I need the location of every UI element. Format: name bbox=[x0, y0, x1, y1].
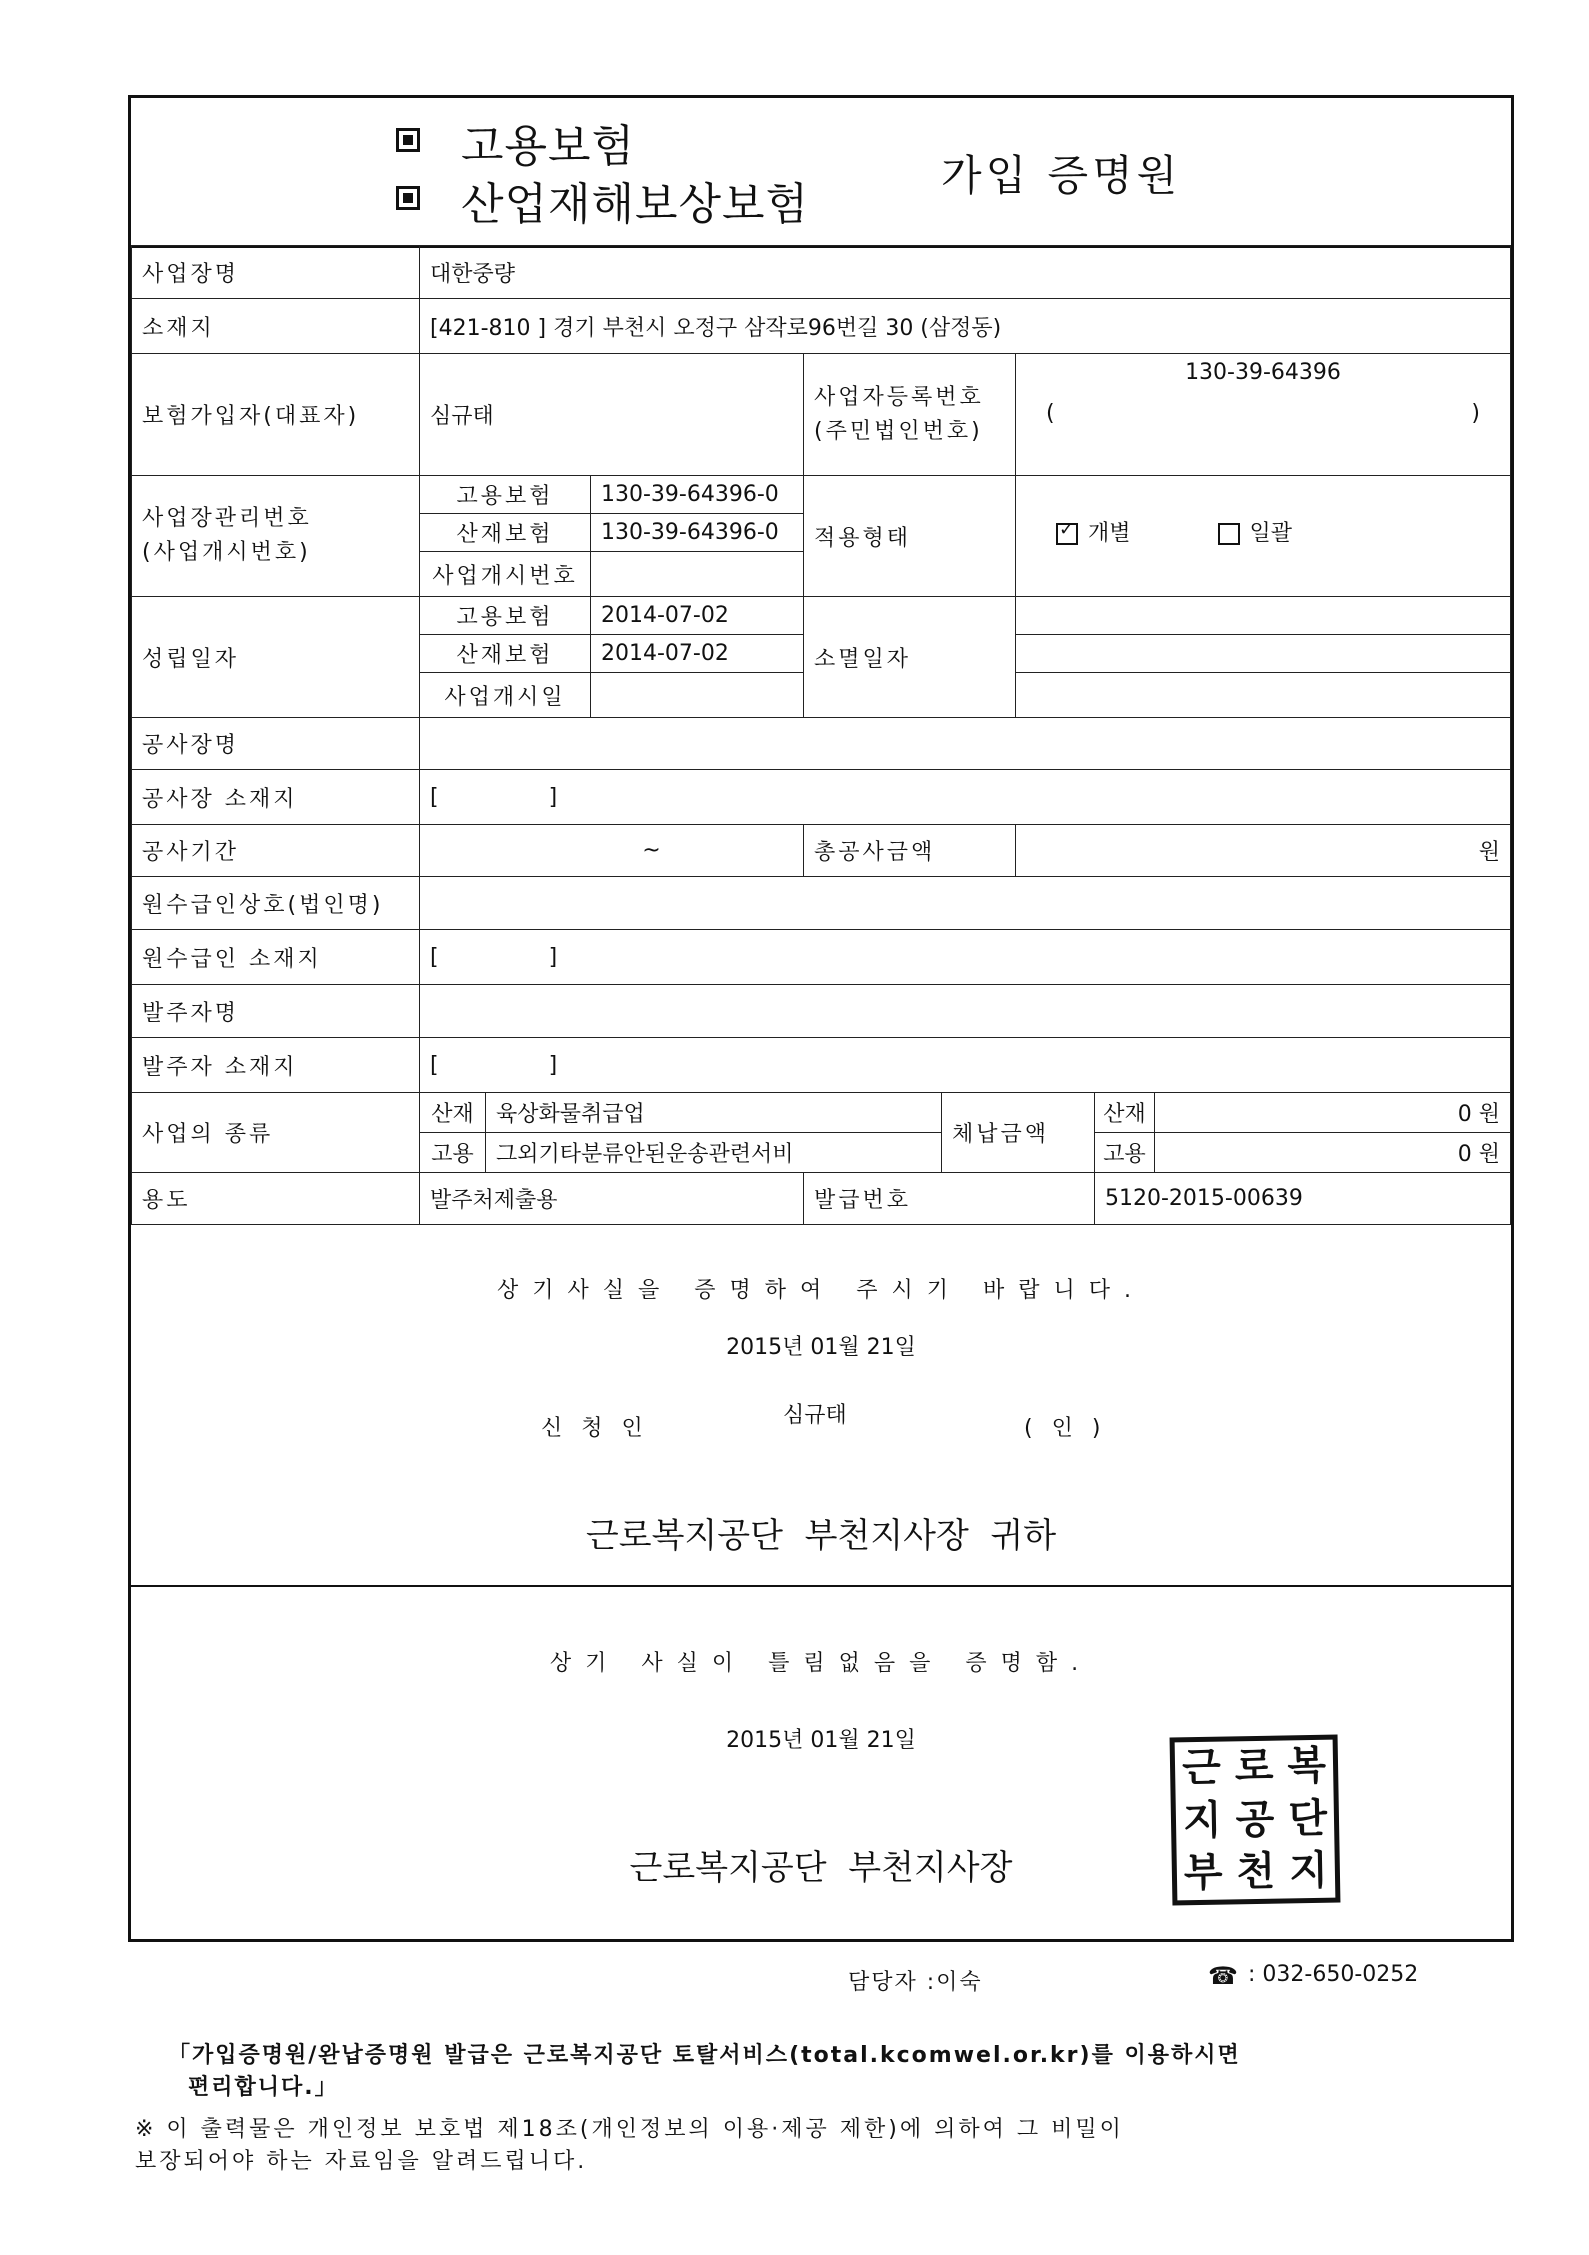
location-label: 소재지 bbox=[132, 299, 420, 354]
bracket-close: ] bbox=[548, 944, 558, 970]
seal-char: 공 bbox=[1235, 1796, 1275, 1843]
arrears-ind: 0 원 bbox=[1155, 1093, 1511, 1133]
start-date-label: 사업개시일 bbox=[420, 673, 591, 718]
bracket-open: [ bbox=[430, 944, 439, 970]
apply-bulk-label: 일괄 bbox=[1249, 521, 1293, 546]
contractor-location-label: 원수급인 소재지 bbox=[132, 930, 420, 985]
purpose-value: 발주처제출용 bbox=[420, 1173, 804, 1225]
reg-open: ( bbox=[1046, 401, 1055, 426]
certificate-form bbox=[128, 95, 1514, 1942]
contact-phone: : 032-650-0252 bbox=[1248, 1962, 1419, 1987]
header-line1: 고용보험 bbox=[461, 121, 636, 172]
est-date-label: 성립일자 bbox=[132, 597, 420, 718]
notice-line-1b: 편리합니다.」 bbox=[188, 2075, 339, 2100]
biz-type-ind: 육상화물취급업 bbox=[486, 1093, 942, 1133]
bracket-close: ] bbox=[548, 784, 558, 810]
checkbox-checked-icon bbox=[1056, 523, 1078, 545]
purpose-label: 용도 bbox=[132, 1173, 420, 1225]
biz-type-emp-tag: 고용 bbox=[420, 1133, 486, 1173]
certify-issuer: 근로복지공단 부천지사장 bbox=[629, 1848, 1013, 1888]
notice-line-1: 「가입증명원/완납증명원 발급은 근로복지공단 토탈서비스(total.kcomwel.or.kr)를 이용하시면 bbox=[168, 2043, 1241, 2068]
apply-individual-label: 개별 bbox=[1088, 521, 1131, 546]
applicant-name: 심규태 bbox=[783, 1403, 847, 1428]
site-name-label: 공사장명 bbox=[132, 718, 420, 770]
issue-no-label: 발급번호 bbox=[804, 1173, 1095, 1225]
mgmt-label-1: 사업장관리번호 bbox=[142, 506, 312, 531]
biz-type-label: 사업의 종류 bbox=[132, 1093, 420, 1173]
insured-label: 보험가입자(대표자) bbox=[132, 354, 420, 476]
est-emp-value: 2014-07-02 bbox=[591, 597, 804, 635]
site-location-label: 공사장 소재지 bbox=[132, 770, 420, 825]
official-seal bbox=[1170, 1735, 1341, 1906]
contact-person: 담당자 :이숙 bbox=[848, 1970, 983, 1995]
arrears-emp-tag: 고용 bbox=[1095, 1133, 1155, 1173]
est-ind-label: 산재보험 bbox=[420, 635, 591, 673]
arrears-ind-tag: 산재 bbox=[1095, 1093, 1155, 1133]
total-amount-label: 총공사금액 bbox=[804, 825, 1016, 877]
issue-no-value: 5120-2015-00639 bbox=[1095, 1173, 1511, 1225]
biz-type-ind-tag: 산재 bbox=[420, 1093, 486, 1133]
est-emp-label: 고용보험 bbox=[420, 597, 591, 635]
checkbox-unchecked-icon bbox=[1218, 523, 1240, 545]
notice-line-2: ※ 이 출력물은 개인정보 보호법 제18조(개인정보의 이용·제공 제한)에 의하여 그 비밀이 bbox=[135, 2117, 1124, 2142]
reg-no-value: 130-39-64396 bbox=[1185, 360, 1341, 385]
certify-date: 2015년 01월 21일 bbox=[726, 1728, 916, 1753]
seal-char: 로 bbox=[1234, 1743, 1274, 1791]
applicant-seal-mark: ( 인 ) bbox=[1024, 1416, 1107, 1441]
business-name-label: 사업장명 bbox=[132, 246, 420, 299]
reg-no-label-2: (주민법인번호) bbox=[814, 418, 983, 444]
location-value: [421-810 ] 경기 부천시 오정구 삼작로96번길 30 (삼정동) bbox=[420, 299, 1511, 354]
seal-char: 부 bbox=[1183, 1849, 1223, 1897]
seal-char: 근 bbox=[1181, 1744, 1222, 1792]
start-no-label: 사업개시번호 bbox=[420, 552, 591, 597]
bracket-close: ] bbox=[548, 1052, 558, 1078]
mgmt-emp-value: 130-39-64396-0 bbox=[591, 476, 804, 514]
bracket-open: [ bbox=[430, 784, 439, 810]
business-name: 대한중량 bbox=[420, 246, 1511, 299]
client-name-label: 발주자명 bbox=[132, 985, 420, 1038]
seal-char: 복 bbox=[1287, 1742, 1327, 1790]
checked-box-icon bbox=[396, 186, 420, 210]
notice-line-2b: 보장되어야 하는 자료임을 알려드립니다. bbox=[135, 2149, 588, 2174]
seal-char: 지 bbox=[1182, 1797, 1223, 1844]
period-value: ~ bbox=[420, 825, 804, 877]
section-divider bbox=[131, 1585, 1511, 1587]
seal-char: 단 bbox=[1287, 1795, 1328, 1843]
extinct-date-label: 소멸일자 bbox=[804, 597, 1016, 718]
arrears-emp: 0 원 bbox=[1155, 1133, 1511, 1173]
certify-statement: 상기 사실이 틀림없음을 증명함. bbox=[549, 1651, 1093, 1676]
apply-individual bbox=[1056, 521, 1138, 546]
header-line2: 산업재해보상보험 bbox=[461, 179, 810, 230]
form-header bbox=[131, 98, 1511, 248]
est-ind-value: 2014-07-02 bbox=[591, 635, 804, 673]
phone-icon: ☎ bbox=[1208, 1962, 1238, 1990]
request-date: 2015년 01월 21일 bbox=[726, 1335, 916, 1360]
apply-type-label: 적용형태 bbox=[804, 476, 1016, 597]
mgmt-ind-label: 산재보험 bbox=[420, 514, 591, 552]
document-title: 가입 증명원 bbox=[941, 151, 1182, 200]
seal-char: 지 bbox=[1288, 1848, 1329, 1895]
period-label: 공사기간 bbox=[132, 825, 420, 877]
request-addressee: 근로복지공단 부천지사장 귀하 bbox=[585, 1516, 1057, 1556]
reg-close: ) bbox=[1471, 401, 1480, 426]
reg-no-label-1: 사업자등록번호 bbox=[814, 384, 984, 410]
contractor-label: 원수급인상호(법인명) bbox=[132, 877, 420, 930]
bracket-open: [ bbox=[430, 1052, 439, 1078]
request-statement: 상기사실을 증명하여 주시기 바랍니다. bbox=[496, 1278, 1145, 1303]
arrears-label: 체납금액 bbox=[942, 1093, 1095, 1173]
apply-bulk bbox=[1218, 521, 1293, 546]
applicant-label: 신 청 인 bbox=[541, 1416, 649, 1441]
mgmt-ind-value: 130-39-64396-0 bbox=[591, 514, 804, 552]
client-location-label: 발주자 소재지 bbox=[132, 1038, 420, 1093]
checked-box-icon bbox=[396, 128, 420, 152]
mgmt-emp-label: 고용보험 bbox=[420, 476, 591, 514]
seal-char: 천 bbox=[1236, 1848, 1276, 1896]
mgmt-label-2: (사업개시번호) bbox=[142, 540, 311, 565]
total-amount-unit: 원 bbox=[1016, 825, 1511, 877]
biz-type-emp: 그외기타분류안된운송관련서비 bbox=[486, 1133, 942, 1173]
insured-value: 심규태 bbox=[420, 354, 804, 476]
info-table bbox=[131, 245, 1511, 1225]
